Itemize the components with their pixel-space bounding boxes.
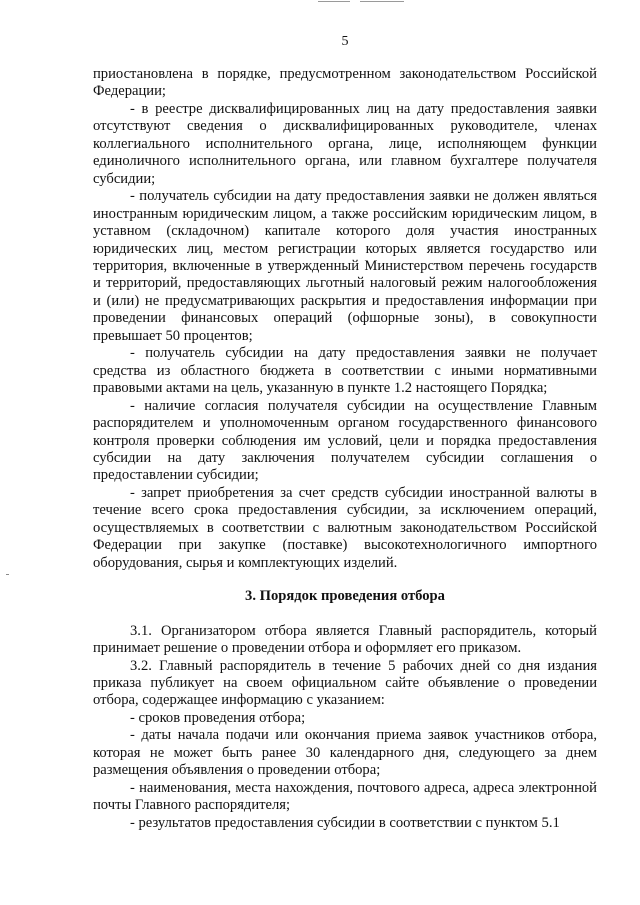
paragraph-foreign-entity: - получатель субсидии на дату предоставления заявки не должен являться иностранным юридическим лицом, а также российским юридическим лицом, в уставном (складочном) капитале которого доля участия иностранных юридических лиц, местом регистрации которых является государство или территория, включенные в утвержденный Министерством перечень государств и территорий, предоставляющих льготный налоговый режим налогообложения и (или) не предусматривающих раскрытия и предоставления информации при проведении финансовых операций (офшорные зоны), в совокупности превышает 50 процентов;	[93, 188, 597, 344]
list-item-address: - наименования, места нахождения, почтового адреса, адреса электронной почты Главного распорядителя;	[93, 779, 597, 814]
page-number: 5	[341, 34, 349, 49]
document-body	[93, 66, 597, 832]
list-item-dates: - даты начала подачи или окончания приема заявок участников отбора, которая не может быть ранее 30 календарного дня, следующего за днем размещения объявления о проведении отбора;	[93, 727, 597, 779]
top-edge-marks	[300, 0, 410, 4]
paragraph-3-2: 3.2. Главный распорядитель в течение 5 рабочих дней со дня издания приказа публикует на своем официальном сайте объявление о проведении отбора, содержащее информацию с указанием:	[93, 657, 597, 709]
paragraph-disqualified-registry: - в реестре дисквалифицированных лиц на дату предоставления заявки отсутствуют сведения о дисквалифицированных руководителе, членах коллегиального исполнительного органа, лице, исполняющем функции единоличного исполнительного органа, или главном бухгалтере получателя субсидии;	[93, 100, 597, 187]
paragraph-3-1: 3.1. Организатором отбора является Главный распорядитель, который принимает решение о проведении отбора и оформляет его приказом.	[93, 622, 597, 657]
list-item-results: - результатов предоставления субсидии в соответствии с пунктом 5.1	[130, 814, 560, 831]
list-item-terms: - сроков проведения отбора;	[130, 709, 306, 726]
section-heading: 3. Порядок проведения отбора	[245, 588, 445, 605]
paragraph-currency-ban: - запрет приобретения за счет средств субсидии иностранной валюты в течение всего срока предоставления субсидии, за исключением операций, осуществляемых в соответствии с валютным законодательством Российской Федерации при закупке (поставке) высокотехнологичного импортного оборудования, сырья и комплектующих изделий.	[93, 484, 597, 571]
margin-mark	[6, 574, 9, 575]
paragraph-continuation: приостановлена в порядке, предусмотренном законодательством Российской Федерации;	[93, 66, 597, 100]
paragraph-regional-budget: - получатель субсидии на дату предоставления заявки не получает средства из областного бюджета в соответствии с иными нормативными правовыми актами на цель, указанную в пункте 1.2 настоящего Порядка;	[93, 345, 597, 397]
paragraph-consent-control: - наличие согласия получателя субсидии на осуществление Главным распорядителем и уполномоченным органом государственного финансового контроля проверки соблюдения им условий, цели и порядка предоставления субсидии на дату заключения получателем субсидии соглашения о предоставлении субсидии;	[93, 397, 597, 484]
